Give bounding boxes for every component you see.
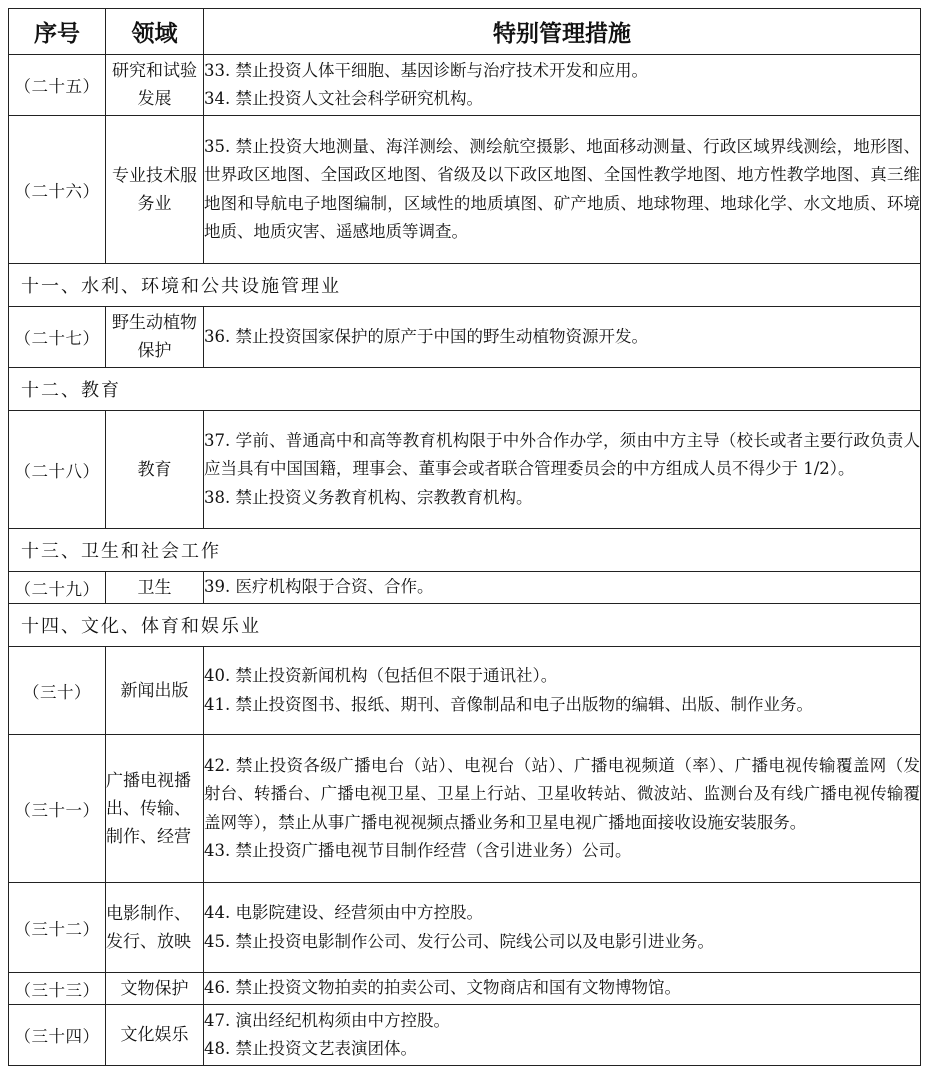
header-row	[9, 9, 921, 55]
row-measures	[204, 411, 921, 529]
measure-item: 42. 禁止投资各级广播电台（站）、电视台（站）、广播电视频道（率）、广播电视传输覆盖网（发射台、转播台、广播电视卫星、卫星上行站、卫星收转站、微波站、监测台及有线广播电视传输覆盖网等），禁止从事广播电视视频点播业务和卫星电视广播地面接收设施安装服务。	[204, 755, 920, 832]
row-number: （三十）	[9, 647, 106, 735]
row-field: 文物保护	[106, 973, 204, 1005]
row-number: （二十九）	[9, 572, 106, 604]
section-row	[9, 264, 921, 307]
measure-item: 44. 电影院建设、经营须由中方控股。	[204, 903, 483, 922]
table-row	[9, 735, 921, 883]
policy-table	[8, 8, 921, 1066]
table-row	[9, 55, 921, 116]
measure-item: 48. 禁止投资文艺表演团体。	[204, 1039, 417, 1058]
row-field: 广播电视播出、传输、制作、经营	[106, 735, 204, 883]
measure-item: 41. 禁止投资图书、报纸、期刊、音像制品和电子出版物的编辑、出版、制作业务。	[204, 694, 813, 714]
measure-item: 37. 学前、普通高中和高等教育机构限于中外合作办学，须由中方主导（校长或者主要行政负责人应当具有中国国籍，理事会、董事会或者联合管理委员会的中方组成人员不得少于 1/2）。	[204, 430, 920, 479]
row-measures	[204, 735, 921, 883]
table-row	[9, 572, 921, 604]
row-measures	[204, 572, 921, 604]
row-number: （二十六）	[9, 116, 106, 264]
table-row	[9, 116, 921, 264]
row-field: 野生动植物保护	[106, 307, 204, 368]
row-field: 新闻出版	[106, 647, 204, 735]
section-title: 十四、文化、体育和娱乐业	[9, 604, 921, 647]
row-measures	[204, 883, 921, 973]
section-row	[9, 529, 921, 572]
row-number: （二十七）	[9, 307, 106, 368]
measure-item: 35. 禁止投资大地测量、海洋测绘、测绘航空摄影、地面移动测量、行政区域界线测绘，地形图、世界政区地图、全国政区地图、省级及以下政区地图、全国性教学地图、地方性教学地图、真三维地图和导航电子地图编制，区域性的地质填图、矿产地质、地球物理、地球化学、水文地质、环境地质、地质灾害、遥感地质等调查。	[204, 136, 920, 241]
table-row	[9, 973, 921, 1005]
table-row	[9, 1005, 921, 1066]
row-field: 研究和试验发展	[106, 55, 204, 116]
row-field: 电影制作、发行、放映	[106, 883, 204, 973]
measure-item: 33. 禁止投资人体干细胞、基因诊断与治疗技术开发和应用。	[204, 60, 648, 80]
row-measures	[204, 307, 921, 368]
table-row	[9, 883, 921, 973]
header-seq: 序号	[9, 9, 106, 55]
header-field: 领域	[106, 9, 204, 55]
measure-item: 40. 禁止投资新闻机构（包括但不限于通讯社）。	[204, 666, 558, 685]
row-number: （三十二）	[9, 883, 106, 973]
measure-item: 45. 禁止投资电影制作公司、发行公司、院线公司以及电影引进业务。	[204, 931, 714, 951]
table-row	[9, 647, 921, 735]
row-measures	[204, 973, 921, 1005]
row-field: 教育	[106, 411, 204, 529]
section-title: 十三、卫生和社会工作	[9, 529, 921, 572]
measure-item: 47. 演出经纪机构须由中方控股。	[204, 1010, 450, 1030]
measure-item: 38. 禁止投资义务教育机构、宗教教育机构。	[204, 487, 533, 507]
row-measures	[204, 116, 921, 264]
header-measures: 特别管理措施	[204, 9, 921, 55]
measure-item: 46. 禁止投资文物拍卖的拍卖公司、文物商店和国有文物博物馆。	[204, 978, 681, 998]
row-field: 专业技术服务业	[106, 116, 204, 264]
row-measures	[204, 55, 921, 116]
row-number: （三十一）	[9, 735, 106, 883]
row-field: 文化娱乐	[106, 1005, 204, 1066]
row-number: （二十五）	[9, 55, 106, 116]
measure-item: 43. 禁止投资广播电视节目制作经营（含引进业务）公司。	[204, 841, 632, 860]
section-row	[9, 604, 921, 647]
row-field: 卫生	[106, 572, 204, 604]
section-title: 十二、教育	[9, 368, 921, 411]
row-number: （二十八）	[9, 411, 106, 529]
table-row	[9, 307, 921, 368]
row-number: （三十四）	[9, 1005, 106, 1066]
measure-item: 34. 禁止投资人文社会科学研究机构。	[204, 89, 483, 108]
row-number: （三十三）	[9, 973, 106, 1005]
row-measures	[204, 647, 921, 735]
measure-item: 36. 禁止投资国家保护的原产于中国的野生动植物资源开发。	[204, 326, 648, 346]
section-row	[9, 368, 921, 411]
measure-item: 39. 医疗机构限于合资、合作。	[204, 577, 434, 597]
section-title: 十一、水利、环境和公共设施管理业	[9, 264, 921, 307]
table-row	[9, 411, 921, 529]
row-measures	[204, 1005, 921, 1066]
